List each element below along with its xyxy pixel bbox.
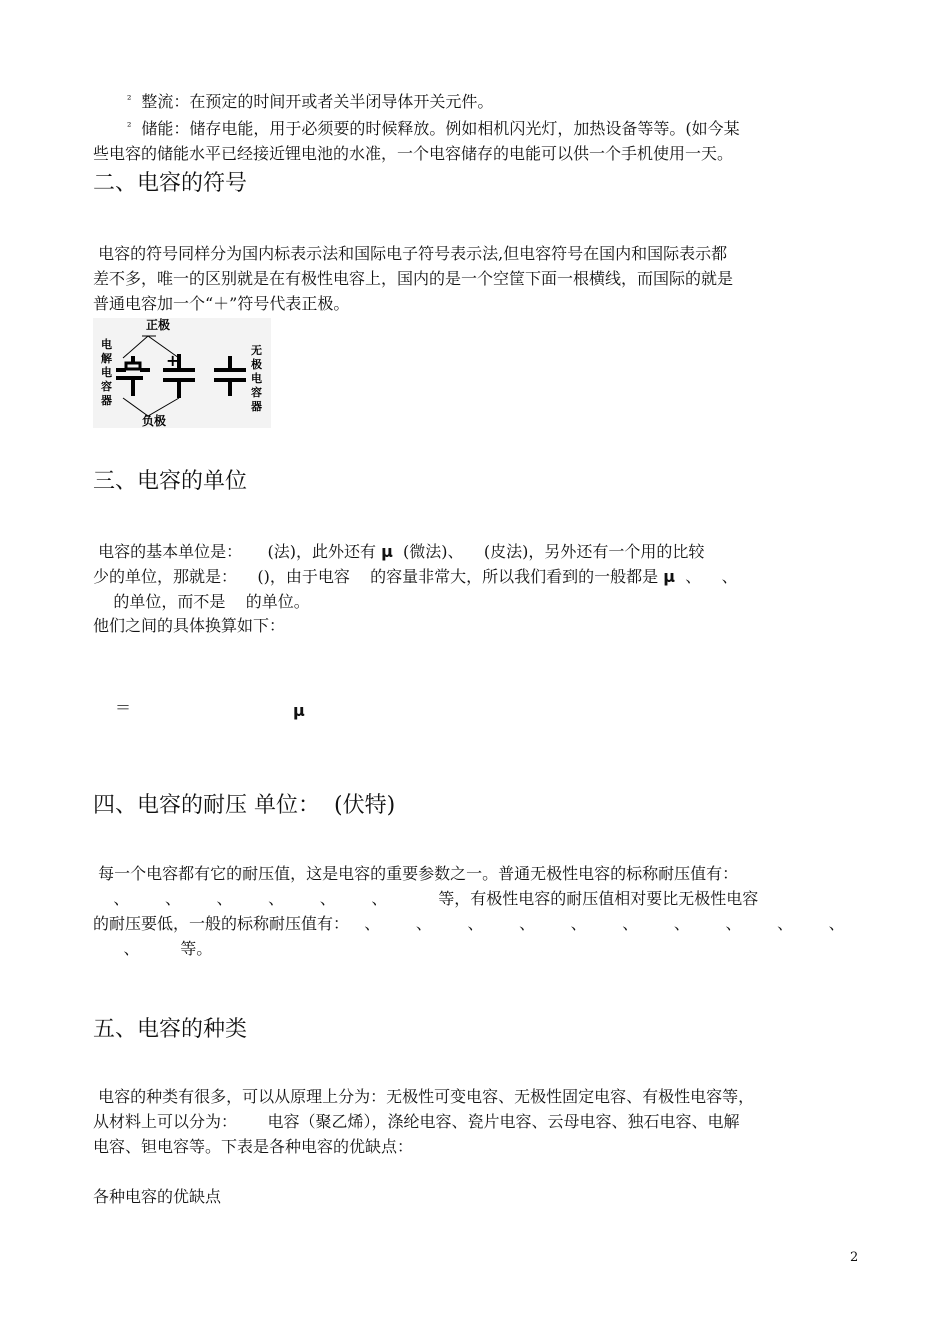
section3-line1-a: 电容的基本单位是： (法)，此外还有 — [93, 542, 382, 561]
domestic-polarized-capacitor-symbol — [116, 356, 150, 396]
mu-symbol: μ — [381, 542, 393, 561]
equals-sign: ＝ — [115, 698, 132, 717]
storage-text-line1: 储能：储存电能，用于必须要的时候释放。例如相机闪光灯，加热设备等等。(如今某 — [141, 119, 740, 138]
svg-text:容: 容 — [101, 380, 112, 393]
svg-text:电: 电 — [101, 366, 112, 379]
svg-text:容: 容 — [251, 386, 262, 399]
section2-paragraph-line3: 普通电容加一个“＋”符号代表正极。 — [93, 294, 350, 313]
section2-paragraph-line2: 差不多，唯一的区别就是在有极性电容上，国内的是一个空筐下面一根横线，而国际的就是 — [93, 269, 734, 288]
label-negative: 负极 — [142, 414, 167, 428]
rectify-text: 整流：在预定的时间开或者关半闭导体开关元件。 — [141, 92, 494, 111]
page-number: 2 — [850, 1250, 859, 1265]
section3-line3: 的单位，而不是 的单位。 — [93, 592, 310, 611]
section3-heading: 三、电容的单位 — [93, 469, 248, 494]
bullet-storage — [127, 118, 740, 140]
storage-text-line2: 些电容的储能水平已经接近锂电池的水准，一个电容储存的电能可以供一个手机使用一天。 — [93, 144, 734, 163]
section4-heading: 四、电容的耐压 单位： (伏特) — [93, 793, 396, 818]
label-nonpolar — [250, 343, 262, 413]
label-positive: 正极 — [146, 318, 171, 332]
bullet-marker: ² — [127, 120, 132, 133]
plus-sign: + — [166, 351, 180, 370]
bullet-marker: ² — [127, 93, 132, 106]
section4-line1: 每一个电容都有它的耐压值，这是电容的重要参数之一。普通无极性电容的标称耐压值有： — [93, 864, 739, 883]
section3-line2-b: 、 、 — [675, 567, 738, 586]
section5-line1: 电容的种类有很多，可以从原理上分为：无极性可变电容、无极性固定电容、有极性电容等， — [93, 1087, 755, 1106]
section2-paragraph-line1: 电容的符号同样分为国内标表示法和国际电子符号表示法,但电容符号在国内和国际表示都 — [93, 244, 728, 263]
section4-line2: 、 、 、 、 、 、 等，有极性电容的耐压值相对要比无极性电容 — [93, 889, 759, 908]
nonpolar-capacitor-symbol — [214, 356, 246, 396]
section3-line4: 他们之间的具体换算如下： — [93, 616, 286, 635]
svg-text:器: 器 — [101, 394, 112, 407]
section3-line2 — [93, 566, 738, 588]
section4-line4: 、 等。 — [93, 939, 213, 958]
svg-text:器: 器 — [251, 400, 262, 413]
svg-text:无: 无 — [251, 344, 262, 357]
mu-symbol-conversion: μ — [293, 701, 305, 720]
section2-heading: 二、电容的符号 — [93, 171, 248, 196]
international-polarized-capacitor-symbol — [163, 351, 195, 398]
capacitor-symbol-figure — [93, 318, 271, 428]
section5-line2: 从材料上可以分为： 电容（聚乙烯），涤纶电容、瓷片电容、云母电容、独石电容、电解 — [93, 1112, 740, 1131]
section3-line1-b: (微法)、 (皮法)，另外还有一个用的比较 — [392, 542, 705, 561]
svg-text:极: 极 — [251, 358, 262, 371]
section3-line2-a: 少的单位，那就是： ()，由于电容 的容量非常大，所以我们看到的一般都是 — [93, 567, 664, 586]
mu-symbol: μ — [663, 567, 676, 586]
svg-text:电: 电 — [101, 338, 112, 351]
bullet-rectify — [127, 91, 493, 113]
svg-text:解: 解 — [101, 352, 112, 365]
svg-text:电: 电 — [251, 372, 262, 385]
section5-line3: 电容、钽电容等。下表是各种电容的优缺点： — [93, 1137, 414, 1156]
table-caption: 各种电容的优缺点 — [93, 1187, 222, 1206]
section3-line1 — [93, 541, 704, 563]
section5-heading: 五、电容的种类 — [93, 1017, 248, 1042]
section4-line3: 的耐压要低，一般的标称耐压值有： 、 、 、 、 、 、 、 、 、 、 — [93, 914, 845, 933]
label-electrolytic — [100, 337, 113, 407]
capacitor-symbols-svg — [93, 318, 271, 428]
